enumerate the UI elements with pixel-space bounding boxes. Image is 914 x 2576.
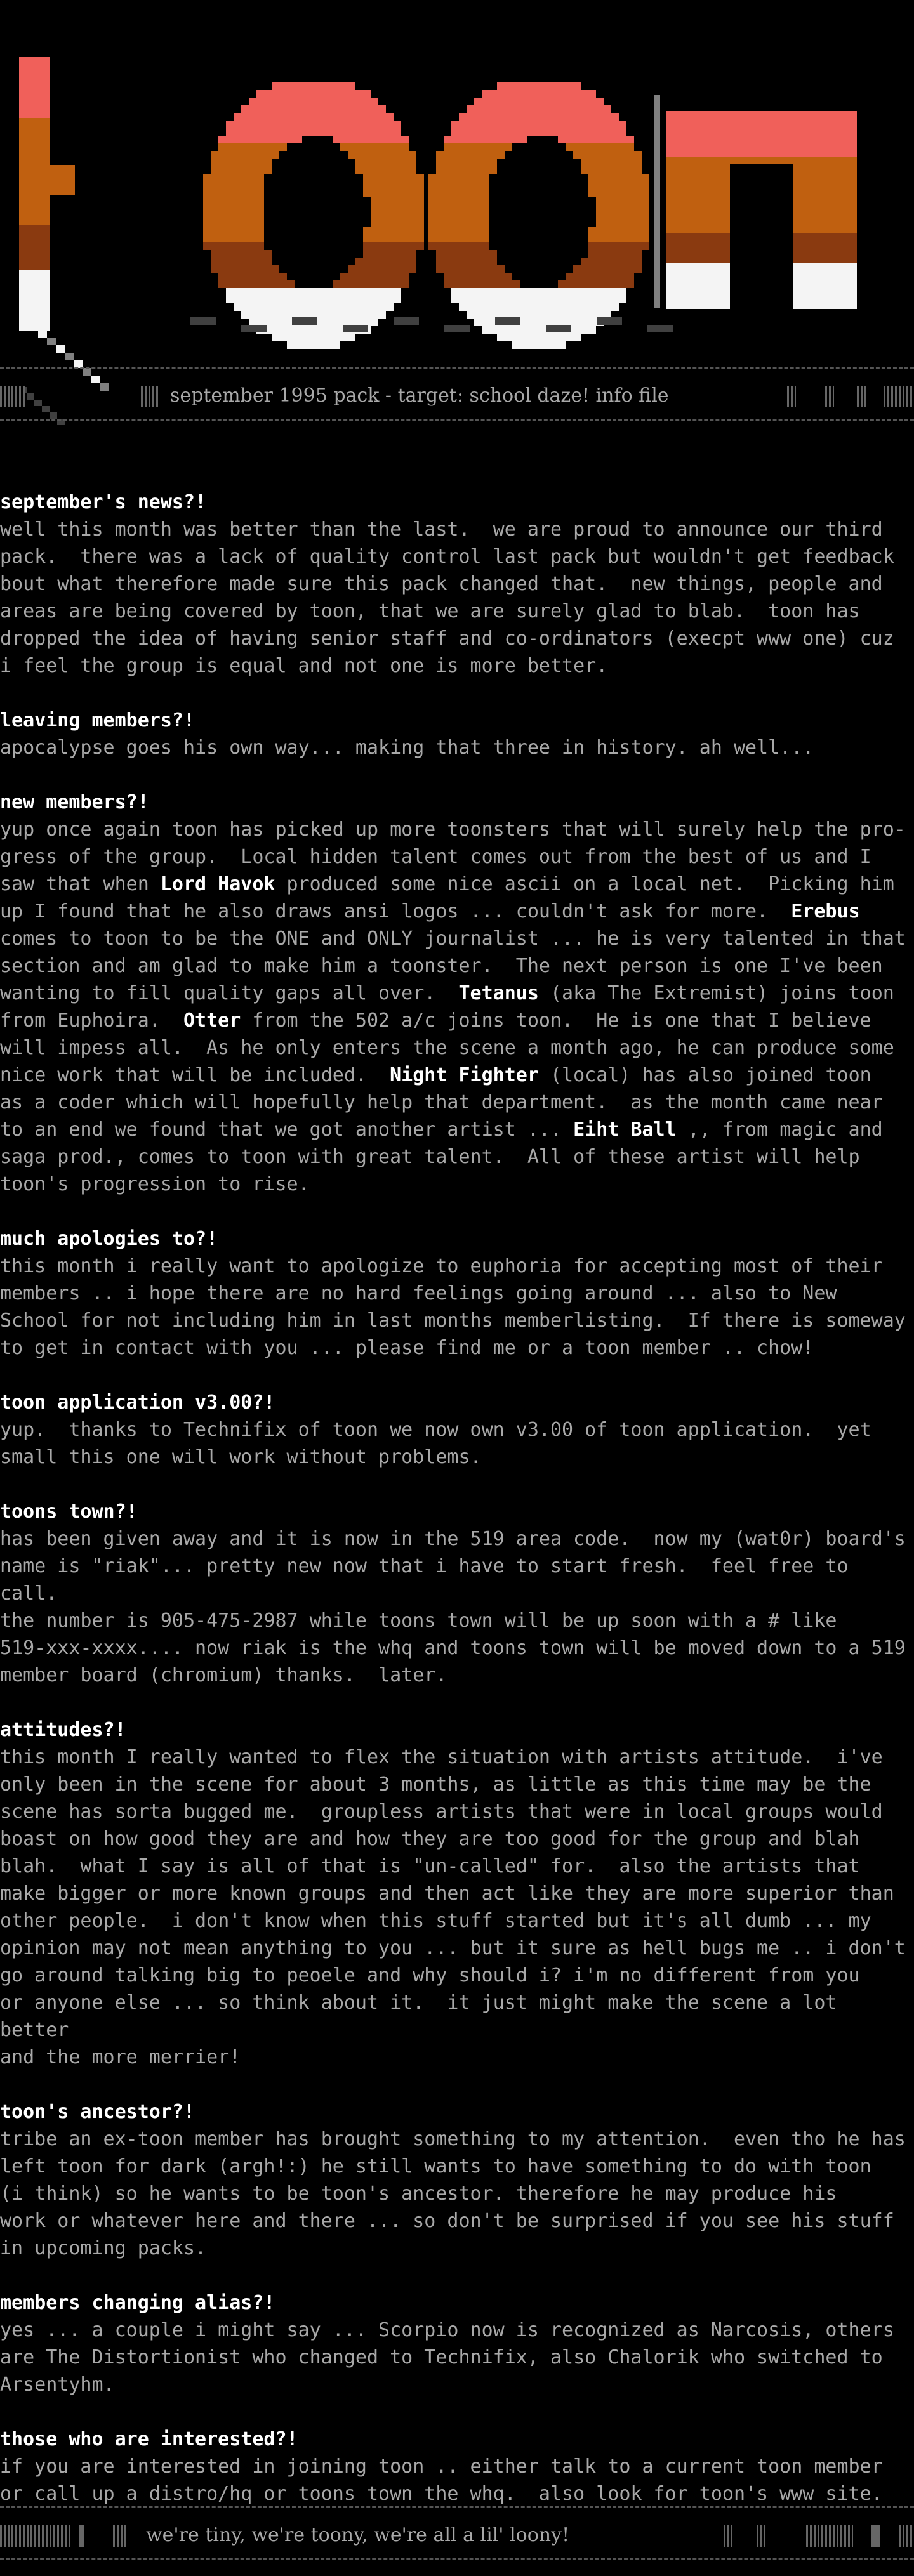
member-name: Otter bbox=[183, 1009, 241, 1032]
member-name: Lord Havok bbox=[160, 873, 275, 895]
section-leaving bbox=[0, 707, 914, 761]
footer-shade-block bbox=[871, 2525, 880, 2547]
section-body bbox=[0, 816, 914, 1198]
footer-shade-block bbox=[724, 2525, 732, 2547]
section-title: toons town?! bbox=[0, 1501, 138, 1523]
footer-shade-block bbox=[113, 2525, 127, 2547]
body-text: produced some nice ascii on a local net. Picking him up I found that he also draws ansi logos ... couldn't ask for more. bbox=[0, 873, 894, 923]
section-town bbox=[0, 1498, 914, 1689]
body-text: yes ... a couple i might say ... Scorpio now is recognized as Narcosis, others are The Distortionist who changed to Technifix, also Chalorik who switched to Arsentyhm. bbox=[0, 2319, 894, 2396]
body-text: (aka The Extremist) joins toon from Euphoira. bbox=[0, 982, 894, 1032]
section-app bbox=[0, 1389, 914, 1471]
section-new bbox=[0, 789, 914, 1198]
header-shade-block bbox=[884, 386, 914, 407]
section-title: those who are interested?! bbox=[0, 2428, 298, 2450]
section-body bbox=[0, 2453, 914, 2507]
header-rule-top bbox=[0, 367, 914, 369]
section-title: new members?! bbox=[0, 791, 149, 813]
header-strip-text: september 1995 pack - target: school daze! info file bbox=[170, 384, 669, 407]
body-text: this month I really wanted to flex the situation with artists attitude. i've only been in the scene for about 3 months, as little as this time may be the scene has sorta bugged me. groupless artists that were in local groups would boast on how good they are and how they are too good for the group and blah blah. what I say is all of that is "un-called" for. also the artists that make bigger or more known groups and then act like they are more superior than other people. i don't know when this stuff started but it's all dumb ... my opinion may not mean anything to you ... but it sure as hell bugs me .. i don't go around talking big to peoele and why should i? i'm no different from you or anyone else ... so think about it. it just might make the scene a lot better and the more merrier! bbox=[0, 1746, 906, 2068]
section-body bbox=[0, 734, 914, 761]
section-title: much apologies to?! bbox=[0, 1228, 218, 1250]
body-text: ,, from magic and saga prod., comes to toon with great talent. All of these artist will help toon's progression to rise. bbox=[0, 1119, 883, 1195]
header-strip bbox=[0, 382, 914, 411]
section-body bbox=[0, 2126, 914, 2262]
section-attitudes bbox=[0, 1716, 914, 2071]
section-body bbox=[0, 1416, 914, 1471]
footer-shade-block bbox=[0, 2525, 70, 2547]
footer-shade-block bbox=[757, 2525, 765, 2547]
section-title: members changing alias?! bbox=[0, 2292, 275, 2314]
section-title: toon application v3.00?! bbox=[0, 1391, 275, 1414]
body-text: apocalypse goes his own way... making that three in history. ah well... bbox=[0, 737, 814, 759]
header-rule-bottom bbox=[0, 419, 914, 421]
section-apologies bbox=[0, 1225, 914, 1362]
section-body bbox=[0, 1744, 914, 2071]
member-name: Night Fighter bbox=[390, 1064, 539, 1086]
section-ancestor bbox=[0, 2098, 914, 2262]
header-shade-block bbox=[857, 386, 866, 407]
footer-shade-block bbox=[79, 2525, 84, 2547]
section-body bbox=[0, 1525, 914, 1689]
body-text: this month i really want to apologize to euphoria for accepting most of their members .. i hope there are no hard feelings going around ... also to New School for not including him in last months memberlisting. If there is someway to get in contact with you ... please find me or a toon member .. chow! bbox=[0, 1255, 906, 1359]
footer-shade-block bbox=[899, 2525, 914, 2547]
footer-strip bbox=[0, 2521, 914, 2551]
header-shade-block bbox=[141, 386, 160, 407]
body-text: yup once again toon has picked up more toonsters that will surely help the pro- gress of the group. Local hidden talent comes out from the best of us and I saw that when bbox=[0, 818, 906, 895]
section-title: attitudes?! bbox=[0, 1719, 126, 1741]
section-interested bbox=[0, 2426, 914, 2507]
footer-strip-text: we're tiny, we're toony, we're all a lil' loony! bbox=[146, 2524, 570, 2546]
section-body bbox=[0, 516, 914, 680]
info-file-content bbox=[0, 489, 914, 2535]
body-text: well this month was better than the last. we are proud to announce our third pack. there was a lack of quality control last pack but wouldn't get feedback bout what therefore made sure this pack changed that. new things, people and areas are being covered by toon, that we are surely glad to blab. toon has dropped the idea of having senior staff and co-ordinators (execpt www one) cuz i feel the group is equal and not one is more better. bbox=[0, 518, 894, 677]
section-title: toon's ancestor?! bbox=[0, 2101, 195, 2123]
footer-rule-top bbox=[0, 2506, 914, 2508]
member-name: Eiht Ball bbox=[573, 1119, 677, 1141]
footer-rule-bottom bbox=[0, 2558, 914, 2560]
section-alias bbox=[0, 2289, 914, 2398]
footer-shade-block bbox=[806, 2525, 853, 2547]
section-title: leaving members?! bbox=[0, 709, 195, 732]
section-title: september's news?! bbox=[0, 491, 207, 513]
body-text: comes to toon to be the ONE and ONLY journalist ... he is very talented in that section and am glad to make him a toonster. The next person is one I've been wanting to fill quality gaps all over. bbox=[0, 928, 906, 1004]
body-text: tribe an ex-toon member has brought something to my attention. even tho he has left toon for dark (argh!:) he still wants to have something to do with toon (i think) so he wants to be toon's ancestor. therefore he may produce his work or whatever here and there ... so don't be surprised if you see his stuff in upcoming packs. bbox=[0, 2128, 906, 2259]
body-text: (local) has also joined toon as a coder which will hopefully help that department. as the month came near to an end we found that we got another artist ... bbox=[0, 1064, 883, 1141]
section-news bbox=[0, 489, 914, 680]
header-shade-block bbox=[0, 386, 25, 407]
header-shade-block bbox=[787, 386, 796, 407]
header-shade-block bbox=[825, 386, 834, 407]
member-name: Tetanus bbox=[458, 982, 539, 1004]
body-text: yup. thanks to Technifix of toon we now own v3.00 of toon application. yet small this one will work without problems. bbox=[0, 1419, 871, 1468]
section-body bbox=[0, 1252, 914, 1362]
section-body bbox=[0, 2316, 914, 2398]
body-text: from the 502 a/c joins toon. He is one that I believe will impess all. As he only enters the scene a month ago, he can produce some nice work that will be included. bbox=[0, 1009, 894, 1086]
member-name: Erebus bbox=[791, 900, 860, 923]
body-text: has been given away and it is now in the 519 area code. now my (wat0r) board's name is "riak"... pretty new now that i have to start fresh. feel free to call. the number is 905-475-2987 while toons town will be up soon with a # like 519-xxx-xxxx.... now riak is the whq and toons town will be moved down to a 519 member board (chromium) thanks. later. bbox=[0, 1528, 906, 1686]
body-text: if you are interested in joining toon .. either talk to a current toon member or call up a distro/hq or toons town the whq. also look for toon's www site. bbox=[0, 2455, 883, 2505]
